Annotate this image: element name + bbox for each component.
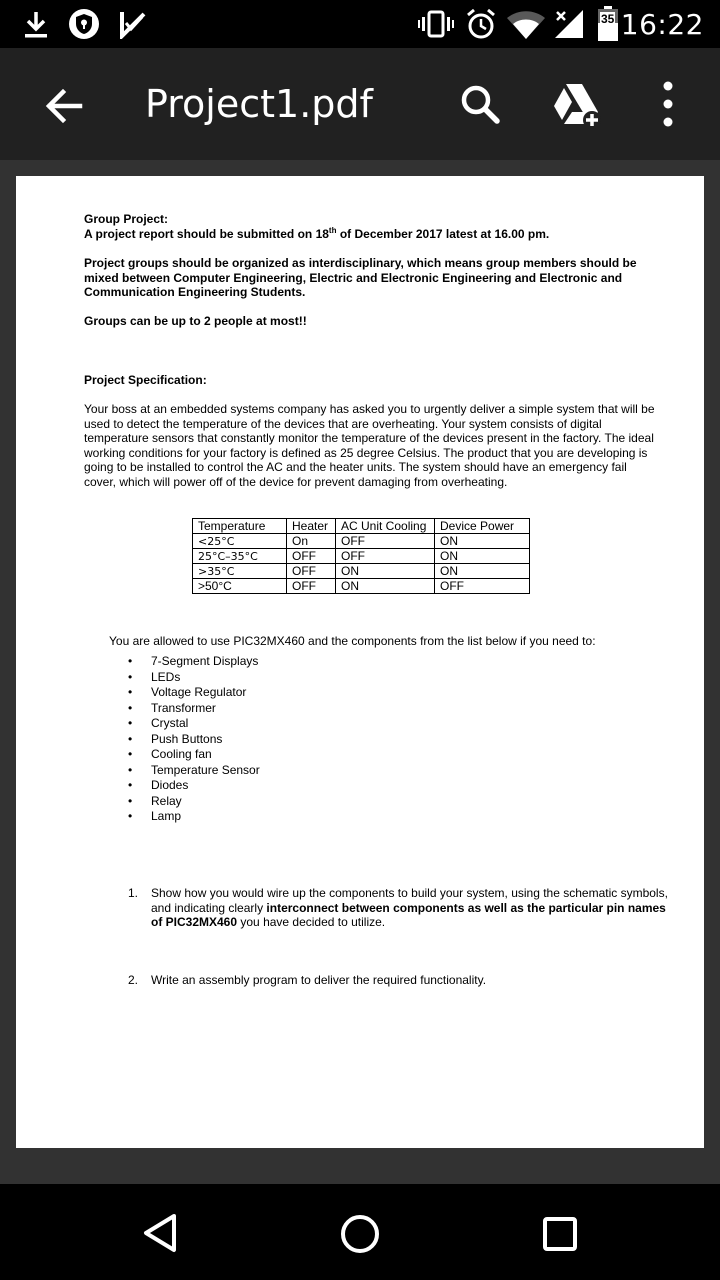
- table-cell: ON: [336, 579, 435, 594]
- table-cell: <25°C: [193, 534, 287, 549]
- table-header: AC Unit Cooling: [336, 519, 435, 534]
- spec-paragraph: Your boss at an embedded systems company has asked you to urgently deliver a simple system that will be used to detect the temperature of the devices that are overheating. Your system consists of digital temperature sensors that constantly monitor the temperature of the devices present in the factory. The ideal working conditions for your factory is defined as 25 degree Celsius. The product that you are developing is going to be installed to control the AC and the heater units. The system should have an emergency fail cover, which will power off of the device for prevent damaging from overheating.: [84, 402, 655, 489]
- table-cell: OFF: [336, 534, 435, 549]
- home-nav-icon[interactable]: [338, 1212, 382, 1256]
- list-item: • LEDs: [128, 670, 260, 686]
- wifi-icon: [506, 10, 546, 40]
- table-row: [193, 579, 530, 594]
- list-item: • Cooling fan: [128, 747, 260, 763]
- list-item: • Lamp: [128, 809, 260, 825]
- task-1: [128, 886, 668, 930]
- table-row: [193, 534, 530, 549]
- table-header-row: [193, 519, 530, 534]
- table-cell: OFF: [287, 549, 336, 564]
- spec-heading: Project Specification:: [84, 373, 207, 387]
- battery-level: 35: [601, 12, 615, 26]
- vibrate-icon: [418, 10, 454, 38]
- list-item: • Transformer: [128, 701, 260, 717]
- table-header: Heater: [287, 519, 336, 534]
- table-cell: >50°C: [193, 579, 287, 594]
- table-header: Device Power: [435, 519, 530, 534]
- table-cell: ON: [435, 534, 530, 549]
- list-item: • Relay: [128, 794, 260, 810]
- deadline-text: A project report should be submitted on 18th of December 2017 latest at 16.00 pm.: [84, 226, 550, 241]
- list-item: • Voltage Regulator: [128, 685, 260, 701]
- table-cell: OFF: [287, 564, 336, 579]
- vpn-shield-icon: [67, 7, 101, 41]
- navigation-bar: [0, 1184, 720, 1280]
- table-cell: OFF: [435, 579, 530, 594]
- back-nav-icon[interactable]: [140, 1212, 180, 1254]
- task-2: [128, 973, 668, 988]
- allowed-components-text: You are allowed to use PIC32MX460 and the components from the list below if you need to:: [109, 634, 596, 648]
- signal-icon: [553, 8, 587, 40]
- document-viewer[interactable]: [0, 160, 720, 1184]
- task-text: Write an assembly program to deliver the required functionality.: [151, 973, 487, 987]
- task-number: 1.: [128, 886, 139, 900]
- table-cell: >35°C: [193, 564, 287, 579]
- group-size-text: Groups can be up to 2 people at most!!: [84, 314, 307, 328]
- components-list: [128, 654, 260, 825]
- status-bar: [0, 0, 720, 48]
- checkmark-icon: [118, 9, 148, 39]
- table-cell: ON: [435, 564, 530, 579]
- recents-nav-icon[interactable]: [540, 1214, 580, 1254]
- list-item: • Push Buttons: [128, 732, 260, 748]
- search-icon[interactable]: [452, 76, 508, 132]
- add-to-drive-icon[interactable]: [546, 76, 606, 132]
- back-arrow-icon[interactable]: [36, 78, 92, 134]
- alarm-icon: [465, 8, 497, 40]
- table-cell: ON: [336, 564, 435, 579]
- pdf-page[interactable]: [16, 176, 704, 1148]
- table-cell: OFF: [287, 579, 336, 594]
- task-text: Show how you would wire up the components to build your system, using the schematic symbols, and indicating clearly interconnect between components as well as the particular pin names of PIC32MX460 you have decided to utilize.: [151, 886, 668, 930]
- task-number: 2.: [128, 973, 139, 987]
- more-vert-icon[interactable]: [648, 76, 688, 132]
- table-cell: ON: [435, 549, 530, 564]
- table-cell: 25°C–35°C: [193, 549, 287, 564]
- table-header: Temperature: [193, 519, 287, 534]
- groups-paragraph: Project groups should be organized as interdisciplinary, which means group members should be mixed between Computer Engineering, Electric and Electronic Engineering and Electronic and Communication Engineering Students.: [84, 256, 637, 300]
- list-item: • Diodes: [128, 778, 260, 794]
- list-item: • Crystal: [128, 716, 260, 732]
- document-title: Project1.pdf: [145, 82, 373, 126]
- list-item: • Temperature Sensor: [128, 763, 260, 779]
- conditions-table: [192, 518, 530, 594]
- table-cell: On: [287, 534, 336, 549]
- status-time: 16:22: [620, 8, 704, 41]
- list-item: • 7-Segment Displays: [128, 654, 260, 670]
- table-cell: OFF: [336, 549, 435, 564]
- app-bar: [0, 48, 720, 160]
- group-project-heading: Group Project:: [84, 212, 169, 226]
- download-icon: [22, 10, 50, 40]
- table-row: [193, 549, 530, 564]
- table-row: [193, 564, 530, 579]
